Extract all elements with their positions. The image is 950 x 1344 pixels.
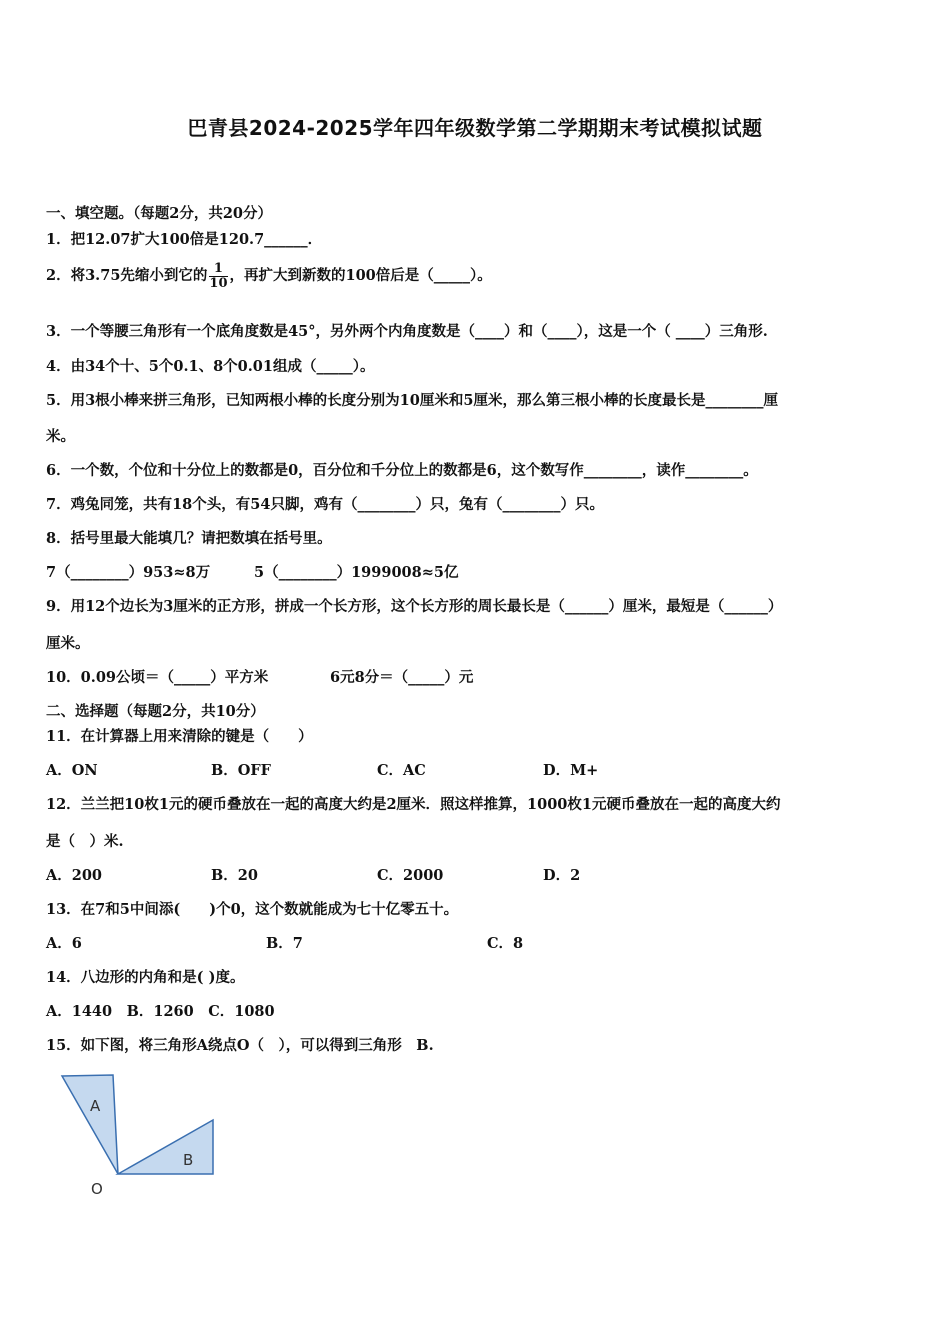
question-4: 4．由34个十、5个0.1、8个0.01组成（_____）。 [46, 358, 375, 375]
option-b: B．OFF [211, 762, 271, 779]
question-11: 11．在计算器上用来清除的键是（ ） [46, 728, 313, 745]
option-b: B．20 [211, 867, 258, 884]
question-2 [46, 256, 910, 296]
label-o: O [91, 1180, 103, 1198]
label-b: B [183, 1151, 194, 1169]
question-12-line-2: 是（ ）米. [46, 833, 124, 850]
option-c: C．AC [377, 762, 426, 779]
fraction-one-tenth [209, 262, 227, 291]
option-a: A．6 [46, 935, 82, 952]
question-8-item-b: 5（________）1999008≈5亿 [254, 564, 459, 581]
fraction-denominator: 10 [209, 275, 228, 291]
option-a: A．200 [46, 867, 103, 884]
question-2-text-before: 2．将3.75先缩小到它的 [46, 267, 208, 284]
question-5-line-1: 5．用3根小棒来拼三角形，已知两根小棒的长度分别为10厘米和5厘米，那么第三根小棒的长度最长是________厘 [46, 392, 778, 409]
option-d: D．2 [543, 867, 581, 884]
question-10-item-b: 6元8分＝（_____）元 [330, 669, 474, 686]
section-heading-fill-blank: 一、填空题。（每题2分，共20分） [46, 205, 273, 222]
question-8-item-a: 7（________）953≈8万 [46, 564, 211, 581]
question-8: 8．括号里最大能填几？请把数填在括号里。 [46, 530, 332, 547]
question-12-line-1: 12．兰兰把10枚1元的硬币叠放在一起的高度大约是2厘米．照这样推算，1000枚1元硬币叠放在一起的高度大约 [46, 796, 781, 813]
page-title: 巴青县2024-2025学年四年级数学第二学期期末考试模拟试题 [187, 116, 763, 140]
question-14: 14．八边形的内角和是( )度。 [46, 969, 245, 986]
option-c: C．8 [487, 935, 524, 952]
triangle-b [118, 1120, 213, 1174]
question-15: 15．如下图，将三角形A绕点O（ ），可以得到三角形 B. [46, 1037, 434, 1054]
label-a: A [90, 1097, 101, 1115]
option-d: D．M+ [543, 762, 599, 779]
section-heading-choice: 二、选择题（每题2分，共10分） [46, 703, 265, 720]
rotation-figure [50, 1066, 230, 1206]
question-6: 6．一个数，个位和十分位上的数都是0，百分位和千分位上的数都是6，这个数写作________，读作________。 [46, 462, 758, 479]
option-b: B．7 [266, 935, 303, 952]
triangle-a [62, 1075, 118, 1174]
question-10 [46, 666, 910, 687]
question-14-options: A．1440 B．1260 C．1080 [46, 1003, 275, 1020]
question-5-line-2: 米。 [46, 428, 75, 445]
question-3: 3．一个等腰三角形有一个底角度数是45°，另外两个内角度数是（____）和（____），这是一个（ ____）三角形. [46, 323, 768, 340]
question-10-item-a: 10．0.09公顷＝（_____）平方米 [46, 669, 269, 686]
fraction-numerator: 1 [209, 262, 227, 277]
question-9-line-1: 9．用12个边长为3厘米的正方形，拼成一个长方形，这个长方形的周长最长是（______）厘米，最短是（______） [46, 598, 783, 615]
question-9-line-2: 厘米。 [46, 635, 90, 652]
question-8-items [46, 561, 910, 582]
question-2-text-after: ，再扩大到新数的100倍后是（_____）。 [229, 267, 492, 284]
question-13: 13．在7和5中间添( )个0，这个数就能成为七十亿零五十。 [46, 901, 459, 918]
question-7: 7．鸡兔同笼，共有18个头，有54只脚，鸡有（________）只，兔有（________）只。 [46, 496, 604, 513]
option-a: A．ON [46, 762, 98, 779]
option-c: C．2000 [377, 867, 444, 884]
question-1: 1．把12.07扩大100倍是120.7______． [46, 231, 323, 248]
